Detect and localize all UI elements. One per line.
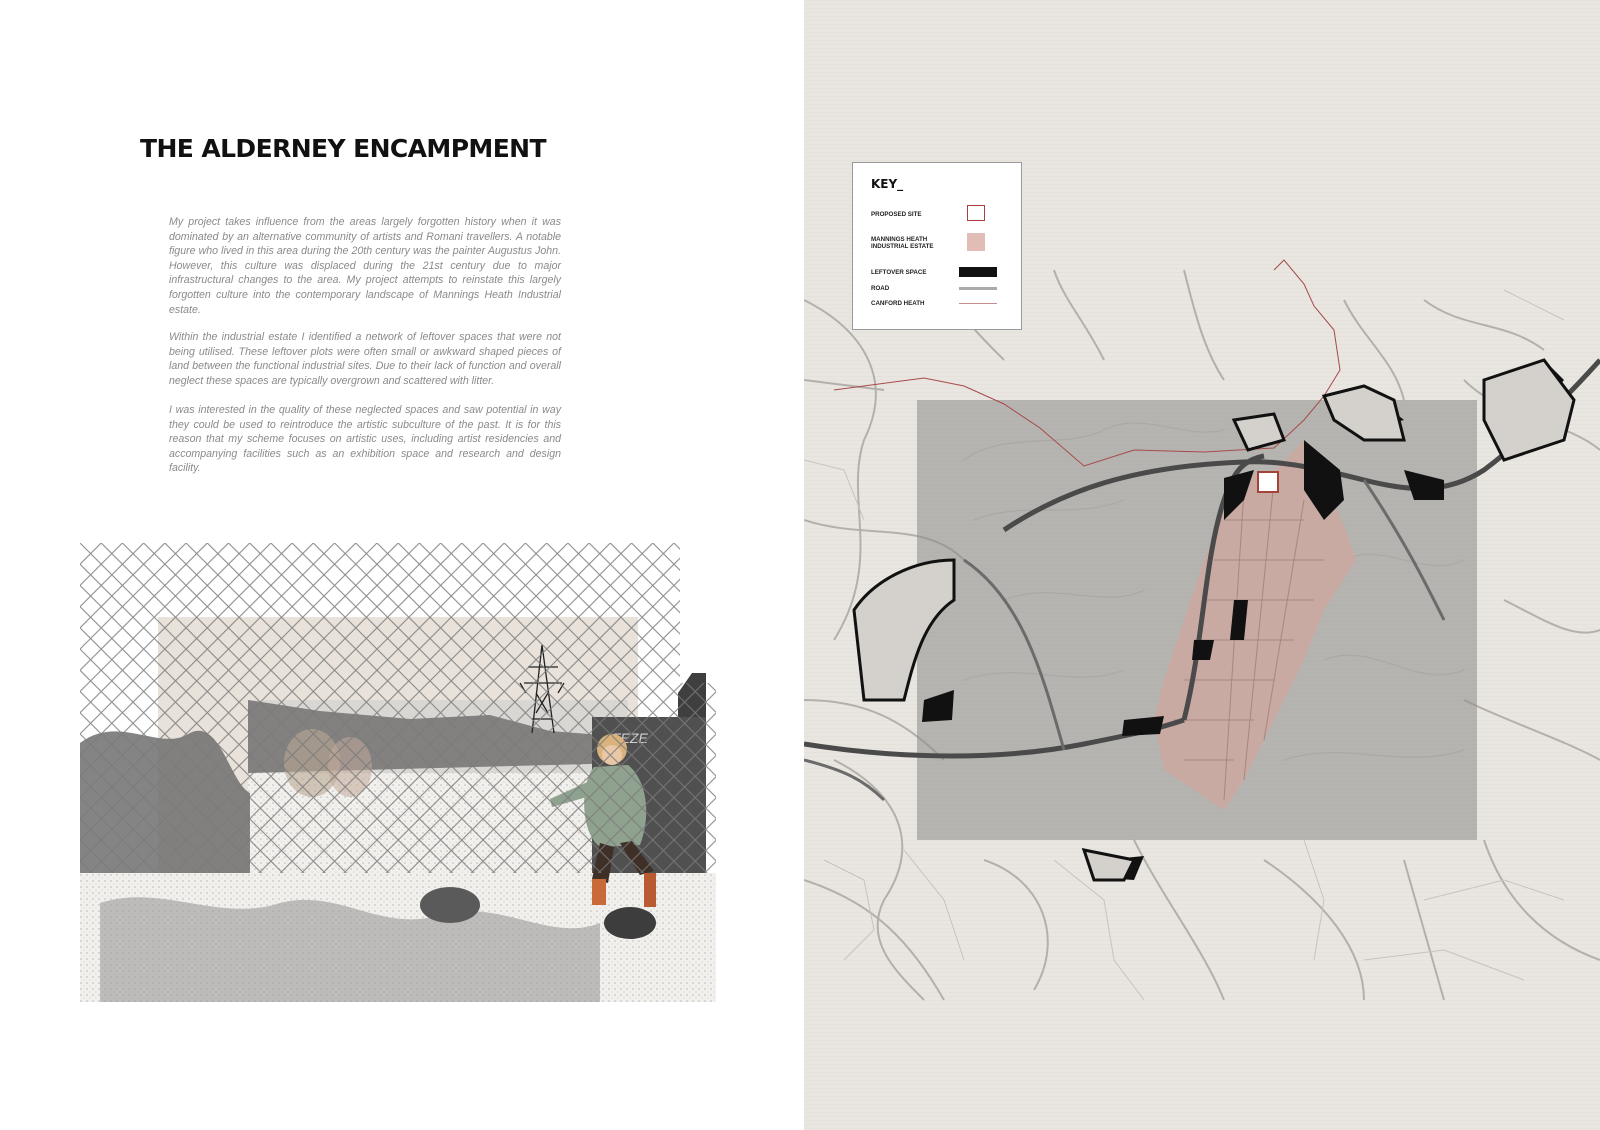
- proposed-site-marker: [1258, 472, 1278, 492]
- intro-paragraph: My project takes influence from the areas largely forgotten history when it was dominated by an alternative community of artists and Romani travellers. A notable figure who lived in this area during the 20th century was the painter Augustus John. However, this culture was displaced during the 21st century due to major infrastructural changes to the area. My project attempts to reinstate this largely forgotten culture into the contemporary landscape of Mannings Heath Industrial estate.: [169, 216, 561, 316]
- canford-heath-symbol: [959, 303, 997, 304]
- map-key: [852, 162, 1022, 330]
- artistic-uses-paragraph: I was interested in the quality of these neglected spaces and saw potential in way they could be used to reintroduce the artistic subculture of the past. It is for this reason that my scheme focuses on artistic uses, including artist residencies and accompanying facilities such as an exhibition space and research and design facility.: [169, 404, 561, 475]
- collage-image: [80, 543, 716, 1002]
- leftover-space-symbol: [959, 267, 997, 277]
- proposed-site-symbol: [967, 205, 985, 221]
- right-page-map: [804, 0, 1600, 1130]
- key-label-industrial-estate: MANNINGS HEATH INDUSTRIAL ESTATE: [871, 236, 934, 250]
- chain-link-fence: [80, 543, 716, 873]
- key-label-canford-heath: CANFORD HEATH: [871, 300, 925, 307]
- industrial-estate-symbol: [967, 233, 985, 251]
- key-label-road: ROAD: [871, 285, 890, 292]
- key-label-leftover-space: LEFTOVER SPACE: [871, 269, 927, 276]
- page-title: THE ALDERNEY ENCAMPMENT: [140, 134, 546, 163]
- road-symbol: [959, 287, 997, 290]
- leftover-spaces-paragraph: Within the industrial estate I identified a network of leftover spaces that were not being utilised. These leftover plots were often small or awkward shaped pieces of land between the functional industrial sites. Due to their lack of function and overall neglect these spaces are typically overgrown and scattered with litter.: [169, 331, 561, 387]
- key-label-proposed-site: PROPOSED SITE: [871, 211, 922, 218]
- key-title: KEY_: [871, 177, 904, 191]
